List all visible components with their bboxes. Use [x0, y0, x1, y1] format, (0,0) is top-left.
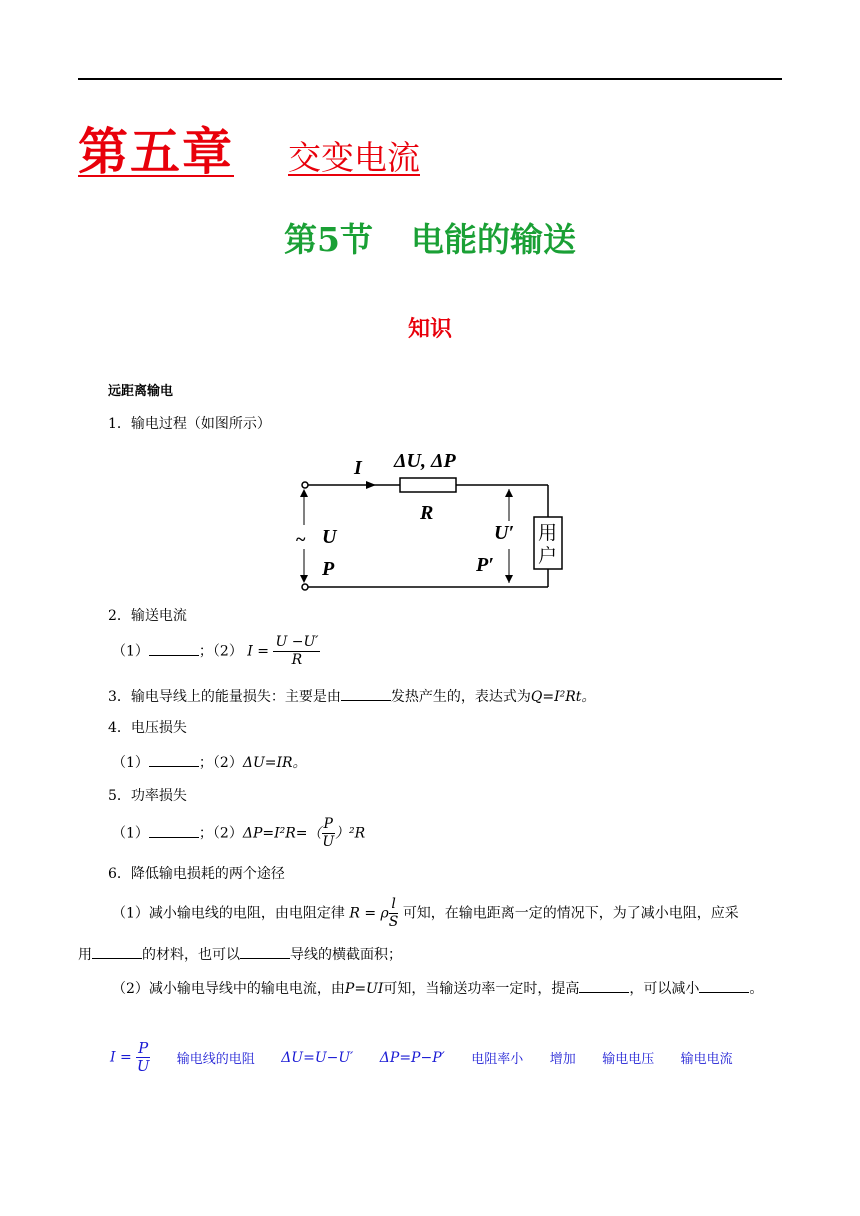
denominator: R	[291, 652, 303, 668]
answer-blank	[149, 641, 199, 656]
answer-1-lhs: I =	[110, 1049, 132, 1066]
answer-blank	[341, 686, 391, 701]
item-5: 5．功率损失	[108, 788, 187, 804]
denominator: U	[322, 834, 335, 850]
item-3	[108, 686, 595, 707]
section-title	[0, 214, 860, 261]
item-2-fraction	[273, 634, 320, 669]
label-voltage: U	[322, 526, 337, 548]
answer-blank	[579, 978, 629, 993]
item-6-1-text-a: （1）减小输电线的电阻，由电阻定律	[112, 905, 345, 922]
answer-key	[110, 1040, 755, 1075]
arrow-up-icon	[300, 489, 308, 497]
answer-1	[110, 1040, 150, 1075]
chapter-number: 第五章	[78, 122, 234, 181]
numerator: l	[389, 896, 399, 914]
answer-blank	[240, 944, 290, 959]
item-6-2-text-c: ，可以减小	[629, 981, 700, 997]
item-6-1-text-e: 导线的横截面积；	[290, 947, 402, 963]
denominator: U	[136, 1057, 150, 1075]
item-1: 1．输电过程（如图所示）	[108, 416, 271, 432]
answer-5: 电阻率小	[471, 1052, 524, 1067]
answer-blank	[149, 752, 199, 767]
item-6-1-text-c: 用	[78, 947, 92, 963]
item-5-part1: （1）	[112, 825, 149, 842]
item-6-2-line	[112, 978, 763, 999]
item-3-formula: Q=I²Rt。	[530, 689, 596, 705]
denominator: S	[388, 914, 399, 930]
item-2: 2．输送电流	[108, 608, 187, 624]
item-6-2-text-d: 。	[749, 981, 764, 997]
circuit-diagram	[290, 445, 570, 595]
answer-8: 输电电流	[680, 1052, 733, 1067]
item-6-2-formula: P=UI	[344, 981, 384, 997]
chapter-title: 交变电流	[288, 138, 420, 177]
label-power-user: P′	[476, 554, 494, 576]
answer-1-fraction	[136, 1040, 150, 1075]
topic-heading: 远距离输电	[108, 384, 174, 399]
user-label-2: 户	[538, 545, 558, 567]
header-rule	[78, 78, 782, 80]
item-6-1-text-d: 的材料，也可以	[142, 947, 240, 963]
answer-2: 输电线的电阻	[176, 1052, 255, 1067]
item-2-sep: ；（2）	[198, 643, 243, 660]
item-6-1-line1	[112, 896, 739, 931]
arrow-down-icon	[300, 575, 308, 583]
terminal-bottom	[302, 584, 308, 590]
item-5-sep: ；（2）	[198, 825, 243, 842]
label-power: P	[322, 558, 335, 580]
answer-7: 输电电压	[602, 1052, 655, 1067]
item-5-formula-lhs: ΔP=I²R=（	[242, 825, 322, 842]
section-number: 第5节	[284, 220, 373, 259]
item-6-2-text-b: 可知，当输送功率一定时，提高	[383, 981, 580, 997]
item-6-1-line2	[78, 944, 402, 965]
item-4-formula: ΔU=IR。	[242, 755, 307, 771]
terminal-top	[302, 482, 308, 488]
item-6: 6．降低输电损耗的两个途径	[108, 866, 285, 882]
resistance-law-lhs: R = ρ	[349, 905, 389, 922]
item-4-line	[112, 752, 307, 773]
item-3-text-a: 3．输电导线上的能量损失：主要是由	[108, 689, 341, 705]
numerator: P	[323, 816, 333, 832]
answer-blank	[149, 823, 199, 838]
item-4: 4．电压损失	[108, 720, 187, 736]
item-5-line	[112, 816, 365, 851]
answer-blank	[699, 978, 749, 993]
current-arrow-icon	[366, 481, 376, 489]
answer-3: ΔU=U−U′	[281, 1049, 354, 1066]
item-5-formula-rhs: ）²R	[334, 825, 366, 842]
item-6-2-text-a: （2）减小输电导线中的输电电流，由	[112, 981, 345, 997]
item-2-formula-lhs: I =	[247, 643, 270, 660]
item-4-sep: ；（2）	[198, 755, 243, 771]
item-2-part1: （1）	[112, 643, 149, 660]
item-4-part1: （1）	[112, 755, 149, 771]
label-ac-source: ~	[296, 529, 306, 549]
knowledge-heading: 知识	[407, 316, 452, 342]
item-2-line	[112, 634, 320, 669]
label-voltage-user: U′	[494, 522, 515, 544]
label-delta: ΔU, ΔP	[394, 450, 456, 472]
numerator: U −U′	[275, 634, 319, 650]
section-name: 电能的输送	[410, 220, 576, 259]
numerator: P	[138, 1039, 149, 1057]
resistance-law-fraction	[389, 896, 399, 931]
label-resistance: R	[420, 502, 434, 524]
arrow-up-icon	[505, 489, 513, 497]
answer-4: ΔP=P−P′	[379, 1049, 445, 1066]
user-label-1: 用	[538, 522, 558, 544]
item-5-fraction	[322, 816, 335, 851]
resistor-symbol	[400, 478, 456, 492]
arrow-down-icon	[505, 575, 513, 583]
item-6-1-text-b: 可知，在输电距离一定的情况下，为了减小电阻，应采	[402, 905, 739, 922]
item-3-text-b: 发热产生的，表达式为	[390, 689, 531, 705]
answer-6: 增加	[549, 1052, 576, 1067]
answer-blank	[92, 944, 142, 959]
label-current: I	[354, 457, 362, 479]
